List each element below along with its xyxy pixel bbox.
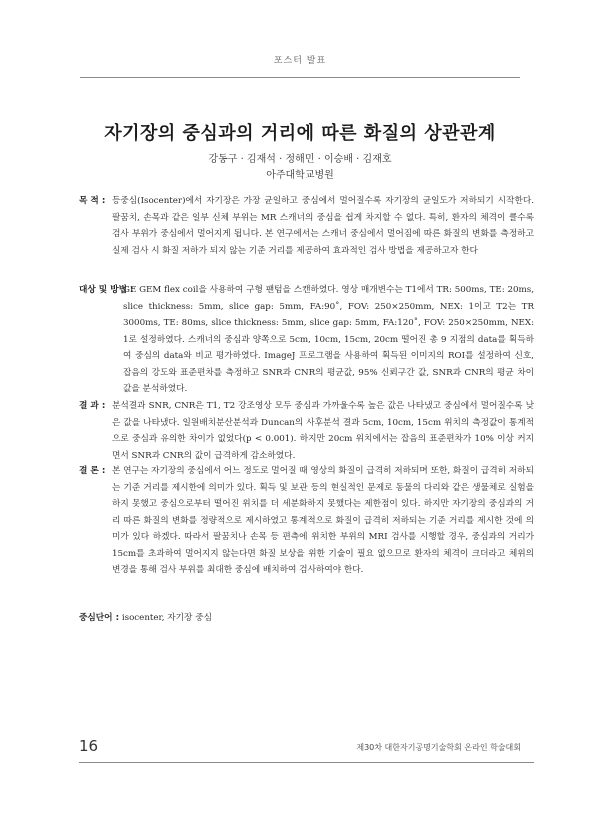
section-text: GE GEM flex coil을 사용하여 구형 팬텀을 스캔하였다. 영상 매개변수는 T1에서 TR: 500ms, TE: 20ms, slice thickness: 5mm, slice gap: 5mm, FA:90˚, FOV: 250×250mm, NEX: 1이고 T2는 TR 3000ms, TE: 80ms, slice thickness: 5mm, slice gap: 5mm, FA:120˚, FOV: 250×250mm, NEX: 1로 설정하였다. 스캐너의 중심과 양쪽으로 5cm, 10cm, 15cm, 20cm 떨어진 총 9 지점의 data를 획득하여 중심의 data와 비교 평가하였다. ImageJ 프로그램을 사용하여 획득된 이미지의 ROI를 설정하여 신호, 잡음의 강도와 표준편차를 측정하고 SNR과 CNR의 평균값, 95% 신뢰구간 값, SNR과 CNR의 평균 차이 값을 분석하였다. <box>123 285 534 394</box>
footer-divider <box>79 762 534 763</box>
section-conclusion <box>79 463 534 579</box>
section-label: 결 과 : <box>79 401 106 411</box>
header-label: 포스터 발표 <box>273 56 327 66</box>
affiliation: 아주대학교병원 <box>266 170 334 181</box>
keywords-text: isocenter, 자기장 중심 <box>121 613 212 623</box>
section-result <box>79 398 534 464</box>
section-label: 대상 및 방법 : <box>79 285 134 295</box>
section-label: 결 론 : <box>79 466 106 476</box>
page-number: 16 <box>79 737 99 755</box>
section-label: 목 적 : <box>79 196 106 206</box>
section-text: 등중심(Isocenter)에서 자기장은 가장 균일하고 중심에서 멀어질수록 자기장의 균일도가 저하되기 시작한다. 팔꿈치, 손목과 같은 일부 신체 부위는 MR 스캐너의 중심을 쉽게 차지할 수 없다. 특히, 환자의 체격이 클수록 검사 부위가 중심에서 멀어지게 됩니다. 본 연구에서는 스캐너 중심에서 멀어짐에 따른 화질의 변화를 측정하고 실제 검사 시 화질 저하가 되지 않는 기준 거리를 제공하여 효과적인 검사 방법을 제공하고자 한다 <box>112 196 534 256</box>
header-divider <box>80 77 520 78</box>
section-objective <box>79 193 534 259</box>
keywords <box>79 610 212 626</box>
section-text: 분석결과 SNR, CNR은 T1, T2 강조영상 모두 중심과 가까울수록 높은 값은 나타냈고 중심에서 멀어질수록 낮은 값을 나타냈다. 일원배치분산분석과 Duncan의 사후분석 결과 5cm, 10cm, 15cm 위치의 측정값이 통계적으로 중심과 유의한 차이가 없었다(p < 0.001). 하지만 20cm 위치에서는 잡음의 표준편차가 10% 이상 커지면서 SNR과 CNR의 값이 급격하게 감소하였다. <box>112 401 534 461</box>
section-text: 본 연구는 자기장의 중심에서 어느 정도로 멀어질 때 영상의 화질이 급격히 저하되며 또한, 화질이 급격히 저하되는 기준 거리를 제시한에 의미가 있다. 획득 및 보관 등의 현실적인 문제로 동물의 다리와 같은 생물체로 실험을 하지 못했고 중심으로부터 떨어진 위치를 더 세분화하지 못했다는 제한점이 있다. 하지만 자기장의 중심과의 거리 따른 화질의 변화를 정량적으로 제시하였고 통계적으로 화질이 급격히 저하되는 기준 거리를 제시한 것에 의미가 있다 하겠다. 따라서 팔꿈치나 손목 등 편측에 위치한 부위의 MRI 검사를 시행할 경우, 중심과의 거리가 15cm를 초과하여 멀어지지 않는다면 화질 보상을 위한 기술이 필요 없으므로 환자의 체격이 크더라고 체위의 변경을 통해 검사 부위를 최대한 중심에 배치하여 검사하여야 한다. <box>112 466 534 575</box>
paper-title: 자기장의 중심과의 거리에 따른 화질의 상관관계 <box>104 123 496 144</box>
section-method <box>79 282 534 398</box>
authors: 강동구 · 김재석 · 정해민 · 이승배 · 김재호 <box>208 154 392 165</box>
conference-name: 제30차 대한자기공명기술학회 온라인 학술대회 <box>356 743 521 752</box>
keywords-label: 중심단어 : <box>79 613 120 623</box>
